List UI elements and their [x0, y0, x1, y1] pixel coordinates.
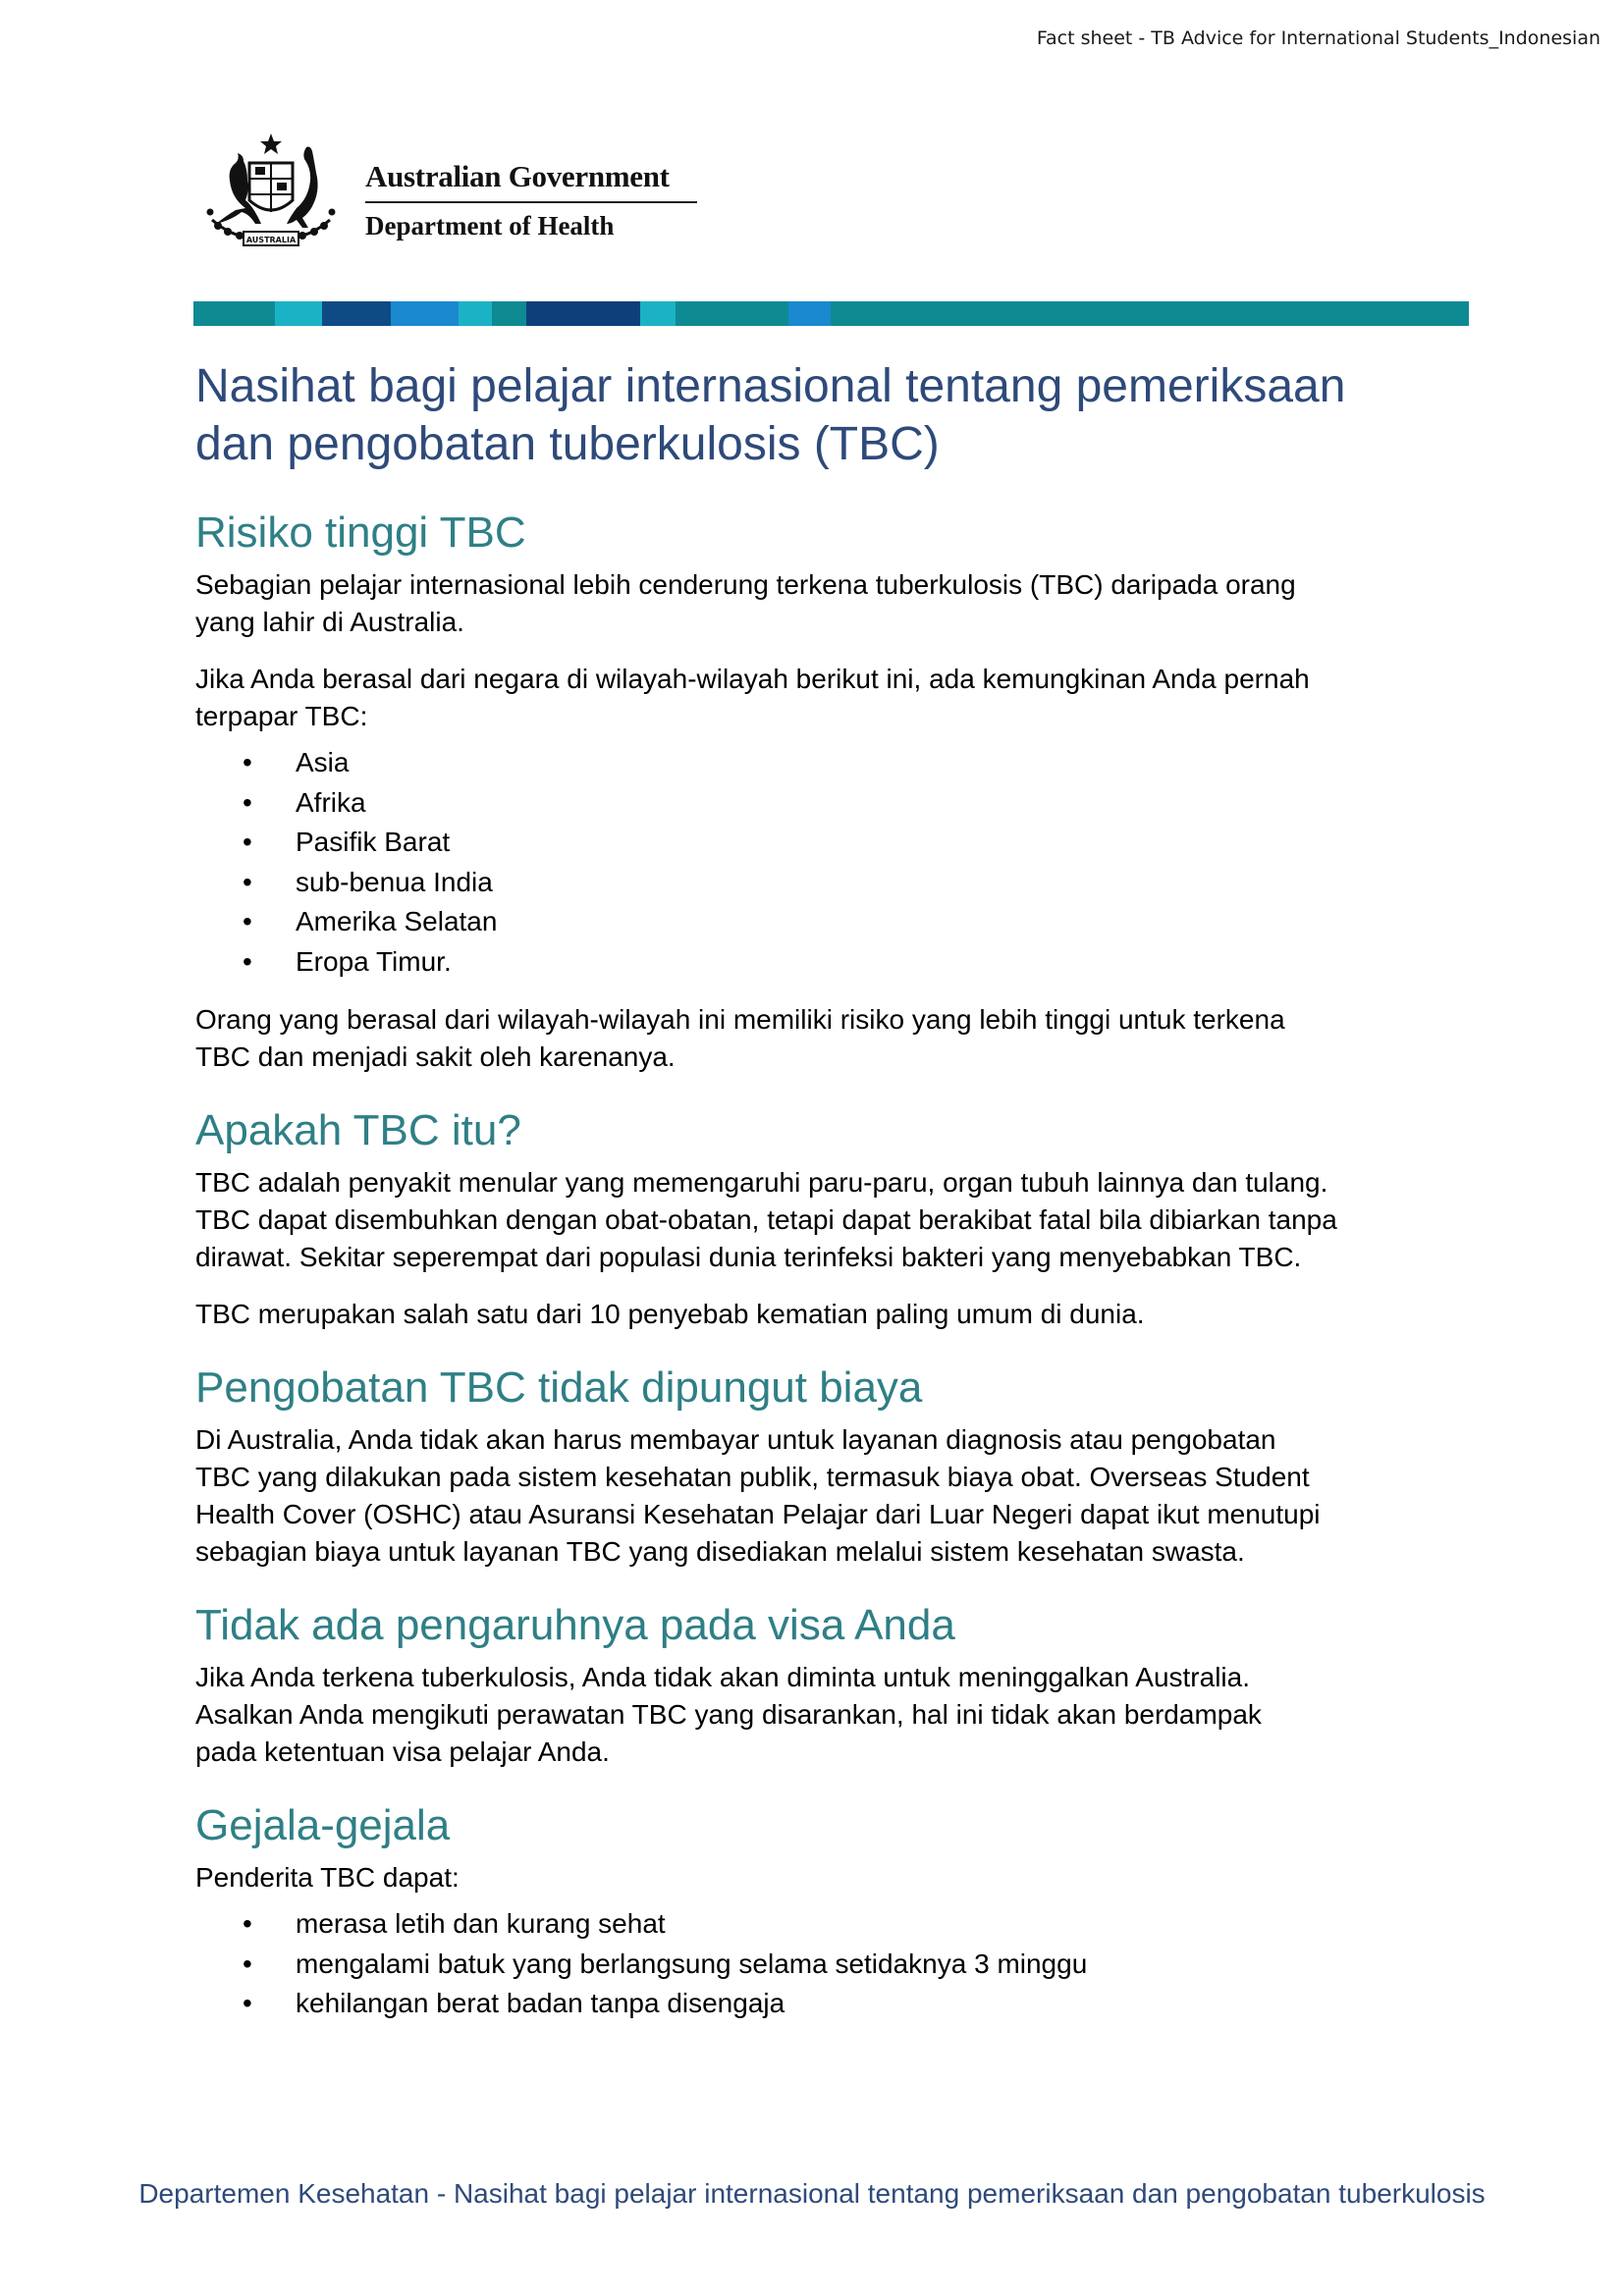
text-line: yang lahir di Australia. — [195, 607, 464, 637]
paragraph — [195, 566, 1491, 641]
bullet-icon: • — [243, 945, 252, 977]
list-item — [195, 1904, 1491, 1945]
list-item-text: merasa letih dan kurang sehat — [296, 1908, 666, 1939]
crest-motto: AUSTRALIA — [245, 236, 297, 244]
page-title-line-1: Nasihat bagi pelajar internasional tentang pemeriksaan — [195, 360, 1346, 412]
color-bar-segment — [275, 301, 322, 326]
logo-department-name: Department of Health — [365, 211, 615, 240]
paragraph — [195, 1659, 1491, 1771]
bullet-icon: • — [243, 1988, 252, 2018]
bullet-icon: • — [243, 786, 252, 818]
list-item-text: Asia — [296, 747, 350, 777]
color-bar-segment — [322, 301, 391, 326]
list-item-text: kehilangan berat badan tanpa disengaja — [296, 1988, 785, 2018]
region-list — [195, 743, 1491, 982]
bullet-icon: • — [243, 906, 252, 936]
bullet-icon: • — [243, 1908, 252, 1939]
list-item-text: Afrika — [296, 786, 366, 818]
color-bar-segment — [193, 301, 275, 326]
list-item-text: mengalami batuk yang berlangsung selama setidaknya 3 minggu — [296, 1948, 1088, 1979]
text-line: pada ketentuan visa pelajar Anda. — [195, 1736, 610, 1767]
logo-divider — [365, 201, 697, 203]
page-title-line-2: dan pengobatan tuberkulosis (TBC) — [195, 418, 940, 470]
list-item-text: Amerika Selatan — [296, 906, 498, 936]
paragraph: TBC merupakan salah satu dari 10 penyebab kematian paling umum di dunia. — [195, 1299, 1145, 1329]
decorative-color-bar — [193, 301, 1469, 326]
text-line: sebagian biaya untuk layanan TBC yang disediakan melalui sistem kesehatan swasta. — [195, 1536, 1245, 1567]
color-bar-segment — [459, 301, 492, 326]
section-heading: Tidak ada pengaruhnya pada visa Anda — [195, 1601, 955, 1649]
coat-of-arms-icon — [192, 130, 350, 255]
australian-government-logo — [192, 130, 703, 255]
document-body — [195, 506, 1491, 2052]
text-line: Orang yang berasal dari wilayah-wilayah ini memiliki risiko yang lebih tinggi untuk terkena — [195, 1004, 1285, 1035]
list-item — [195, 1984, 1491, 2024]
text-line: Jika Anda terkena tuberkulosis, Anda tidak akan diminta untuk meninggalkan Australia. — [195, 1662, 1250, 1692]
text-line: Jika Anda berasal dari negara di wilayah-wilayah berikut ini, ada kemungkinan Anda pernah — [195, 664, 1310, 694]
text-line: TBC dan menjadi sakit oleh karenanya. — [195, 1041, 676, 1072]
list-item — [195, 783, 1491, 824]
color-bar-segment — [788, 301, 831, 326]
list-item-text: Eropa Timur. — [296, 945, 452, 977]
bullet-icon: • — [243, 1948, 252, 1979]
paragraph — [195, 661, 1491, 735]
list-item — [195, 863, 1491, 903]
list-item-text: sub-benua India — [296, 866, 493, 897]
document-label: Fact sheet - TB Advice for International Students_Indonesian — [1036, 27, 1600, 49]
section-high-risk — [195, 506, 1491, 1076]
section-what-is-tb — [195, 1103, 1491, 1333]
section-free-treatment — [195, 1361, 1491, 1571]
list-item — [195, 902, 1491, 942]
list-item — [195, 743, 1491, 783]
list-item-text: Pasifik Barat — [296, 827, 451, 857]
color-bar-segment — [640, 301, 676, 326]
bullet-icon: • — [243, 747, 252, 777]
bullet-icon: • — [243, 827, 252, 857]
text-line: TBC adalah penyakit menular yang memengaruhi paru-paru, organ tubuh lainnya dan tulang. — [195, 1167, 1328, 1198]
section-heading: Gejala-gejala — [195, 1801, 451, 1849]
color-bar-segment — [831, 301, 1469, 326]
section-heading: Risiko tinggi TBC — [195, 508, 526, 557]
logo-government-name: Australian Government — [365, 159, 670, 193]
paragraph: Penderita TBC dapat: — [195, 1862, 460, 1893]
text-line: Sebagian pelajar internasional lebih cenderung terkena tuberkulosis (TBC) daripada orang — [195, 569, 1296, 600]
logo-text — [365, 159, 697, 241]
list-item — [195, 942, 1491, 983]
list-item — [195, 823, 1491, 863]
text-line: Asalkan Anda mengikuti perawatan TBC yang disarankan, hal ini tidak akan berdampak — [195, 1699, 1262, 1730]
text-line: Health Cover (OSHC) atau Asuransi Kesehatan Pelajar dari Luar Negeri dapat ikut menutupi — [195, 1499, 1321, 1529]
paragraph — [195, 1164, 1491, 1276]
paragraph — [195, 1001, 1491, 1076]
color-bar-segment — [676, 301, 788, 326]
text-line: dirawat. Sekitar seperempat dari populasi dunia terinfeksi bakteri yang menyebabkan TBC. — [195, 1242, 1302, 1272]
color-bar-segment — [526, 301, 640, 326]
text-line: Di Australia, Anda tidak akan harus membayar untuk layanan diagnosis atau pengobatan — [195, 1424, 1276, 1455]
color-bar-segment — [492, 301, 526, 326]
bullet-icon: • — [243, 866, 252, 897]
text-line: TBC dapat disembuhkan dengan obat-obatan, tetapi dapat berakibat fatal bila dibiarkan tanpa — [195, 1204, 1337, 1235]
section-visa — [195, 1598, 1491, 1771]
page-title — [195, 357, 1491, 473]
section-symptoms — [195, 1798, 1491, 2024]
symptom-list — [195, 1904, 1491, 2024]
section-heading: Apakah TBC itu? — [195, 1106, 521, 1154]
paragraph — [195, 1421, 1491, 1571]
page-footer: Departemen Kesehatan - Nasihat bagi pelajar internasional tentang pemeriksaan dan pengobatan tuberkulosis — [138, 2178, 1486, 2209]
list-item — [195, 1945, 1491, 1985]
color-bar-segment — [391, 301, 459, 326]
section-heading: Pengobatan TBC tidak dipungut biaya — [195, 1363, 923, 1412]
text-line: TBC yang dilakukan pada sistem kesehatan publik, termasuk biaya obat. Overseas Student — [195, 1462, 1310, 1492]
text-line: terpapar TBC: — [195, 701, 368, 731]
